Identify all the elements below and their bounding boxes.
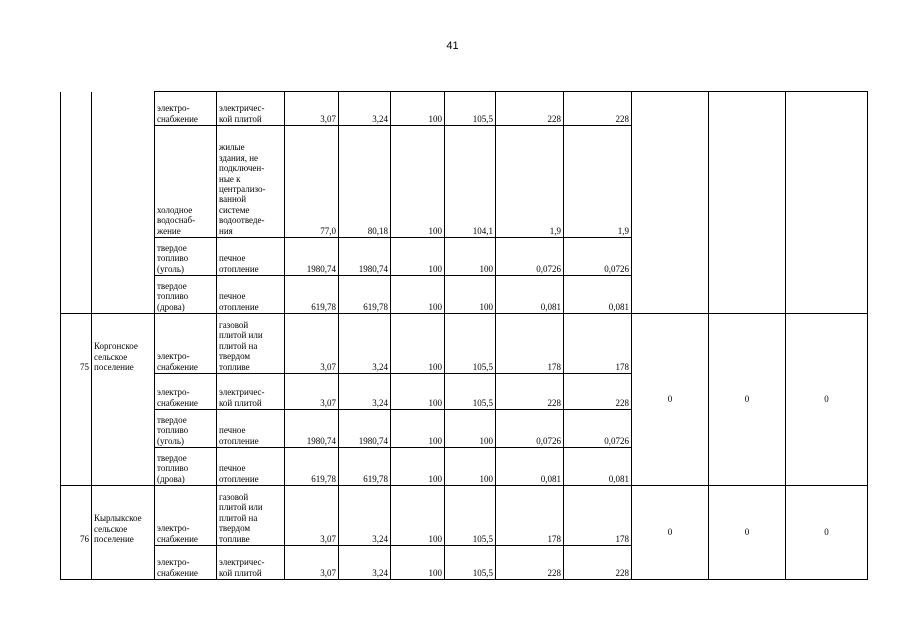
value-6: 1,9: [564, 126, 632, 238]
value-6: 228: [564, 546, 632, 580]
value-5: 228: [496, 374, 564, 410]
value-5: 178: [496, 314, 564, 374]
value-6: 0,081: [564, 276, 632, 314]
value-3: 100: [391, 92, 445, 126]
group-76-value-b: 0: [709, 486, 786, 580]
condition: газовой плитой или плитой на твердом топливе: [217, 314, 285, 374]
value-4: 105,5: [445, 546, 496, 580]
condition: электричес- кой плитой: [217, 92, 285, 126]
settlement-name: [92, 92, 155, 126]
table-row: [61, 314, 868, 374]
value-2: 1980,74: [339, 410, 391, 448]
value-2: 619,78: [339, 448, 391, 486]
service-type: твердое топливо (дрова): [155, 276, 217, 314]
service-type: электро- снабжение: [155, 92, 217, 126]
service-type: холодное водоснаб- жение: [155, 126, 217, 238]
settlement-name: [92, 546, 155, 580]
value-2: 3,24: [339, 374, 391, 410]
value-3: 100: [391, 238, 445, 276]
condition: электричес- кой плитой: [217, 374, 285, 410]
value-4: 100: [445, 276, 496, 314]
value-4: 105,5: [445, 92, 496, 126]
value-5: 0,081: [496, 448, 564, 486]
value-1: 1980,74: [285, 238, 339, 276]
service-type: твердое топливо (уголь): [155, 410, 217, 448]
service-type: электро- снабжение: [155, 546, 217, 580]
value-5: 178: [496, 486, 564, 546]
group-75-value-a: 0: [632, 314, 709, 486]
condition: жилые здания, не подключен- ные к централизо- ванной системе водоотведе- ния: [217, 126, 285, 238]
value-4: 104,1: [445, 126, 496, 238]
value-2: 1980,74: [339, 238, 391, 276]
extra-cell-a: [632, 92, 709, 314]
row-number: [61, 448, 92, 486]
value-2: 3,24: [339, 314, 391, 374]
row-number: 76: [61, 486, 92, 546]
service-type: электро- снабжение: [155, 374, 217, 410]
value-4: 105,5: [445, 486, 496, 546]
group-76-value-c: 0: [786, 486, 868, 580]
value-3: 100: [391, 276, 445, 314]
condition: печное отопление: [217, 276, 285, 314]
value-4: 100: [445, 410, 496, 448]
value-1: 619,78: [285, 448, 339, 486]
service-type: твердое топливо (уголь): [155, 238, 217, 276]
condition: печное отопление: [217, 410, 285, 448]
extra-cell-b: [709, 92, 786, 314]
row-number: [61, 92, 92, 126]
value-3: 100: [391, 546, 445, 580]
table-row: [61, 92, 868, 126]
row-number: [61, 374, 92, 410]
value-5: 228: [496, 92, 564, 126]
row-number: [61, 276, 92, 314]
value-1: 3,07: [285, 374, 339, 410]
value-3: 100: [391, 486, 445, 546]
value-5: 1,9: [496, 126, 564, 238]
settlement-name: [92, 276, 155, 314]
group-75-value-c: 0: [786, 314, 868, 486]
condition: печное отопление: [217, 238, 285, 276]
service-type: твердое топливо (дрова): [155, 448, 217, 486]
value-1: 77,0: [285, 126, 339, 238]
value-2: 619,78: [339, 276, 391, 314]
settlement-name: [92, 238, 155, 276]
value-4: 105,5: [445, 314, 496, 374]
extra-cell-c: [786, 92, 868, 314]
settlement-name: [92, 374, 155, 410]
service-type: электро- снабжение: [155, 314, 217, 374]
value-5: 0,081: [496, 276, 564, 314]
group-76-value-a: 0: [632, 486, 709, 580]
settlement-name: Коргонское сельское поселение: [92, 314, 155, 374]
condition: электричес- кой плитой: [217, 546, 285, 580]
value-4: 100: [445, 238, 496, 276]
value-1: 3,07: [285, 92, 339, 126]
tariff-table: [60, 91, 868, 580]
value-3: 100: [391, 314, 445, 374]
value-5: 0,0726: [496, 238, 564, 276]
settlement-name: [92, 410, 155, 448]
value-4: 100: [445, 448, 496, 486]
value-3: 100: [391, 126, 445, 238]
value-3: 100: [391, 448, 445, 486]
value-6: 228: [564, 374, 632, 410]
value-2: 80,18: [339, 126, 391, 238]
value-3: 100: [391, 410, 445, 448]
value-6: 178: [564, 486, 632, 546]
value-2: 3,24: [339, 486, 391, 546]
value-2: 3,24: [339, 546, 391, 580]
row-number: [61, 126, 92, 238]
value-4: 105,5: [445, 374, 496, 410]
settlement-name: Кырлыкское сельское поселение: [92, 486, 155, 546]
value-6: 0,081: [564, 448, 632, 486]
condition: печное отопление: [217, 448, 285, 486]
row-number: [61, 238, 92, 276]
settlement-name: [92, 126, 155, 238]
condition: газовой плитой или плитой на твердом топливе: [217, 486, 285, 546]
value-3: 100: [391, 374, 445, 410]
group-75-value-b: 0: [709, 314, 786, 486]
value-5: 228: [496, 546, 564, 580]
value-5: 0,0726: [496, 410, 564, 448]
row-number: 75: [61, 314, 92, 374]
settlement-name: [92, 448, 155, 486]
page-number: 41: [446, 40, 459, 52]
service-type: электро- снабжение: [155, 486, 217, 546]
table-row: [61, 486, 868, 546]
value-6: 0,0726: [564, 410, 632, 448]
value-2: 3,24: [339, 92, 391, 126]
value-6: 228: [564, 92, 632, 126]
row-number: [61, 410, 92, 448]
value-1: 3,07: [285, 546, 339, 580]
value-6: 178: [564, 314, 632, 374]
value-1: 1980,74: [285, 410, 339, 448]
value-1: 3,07: [285, 486, 339, 546]
value-6: 0,0726: [564, 238, 632, 276]
value-1: 619,78: [285, 276, 339, 314]
row-number: [61, 546, 92, 580]
value-1: 3,07: [285, 314, 339, 374]
